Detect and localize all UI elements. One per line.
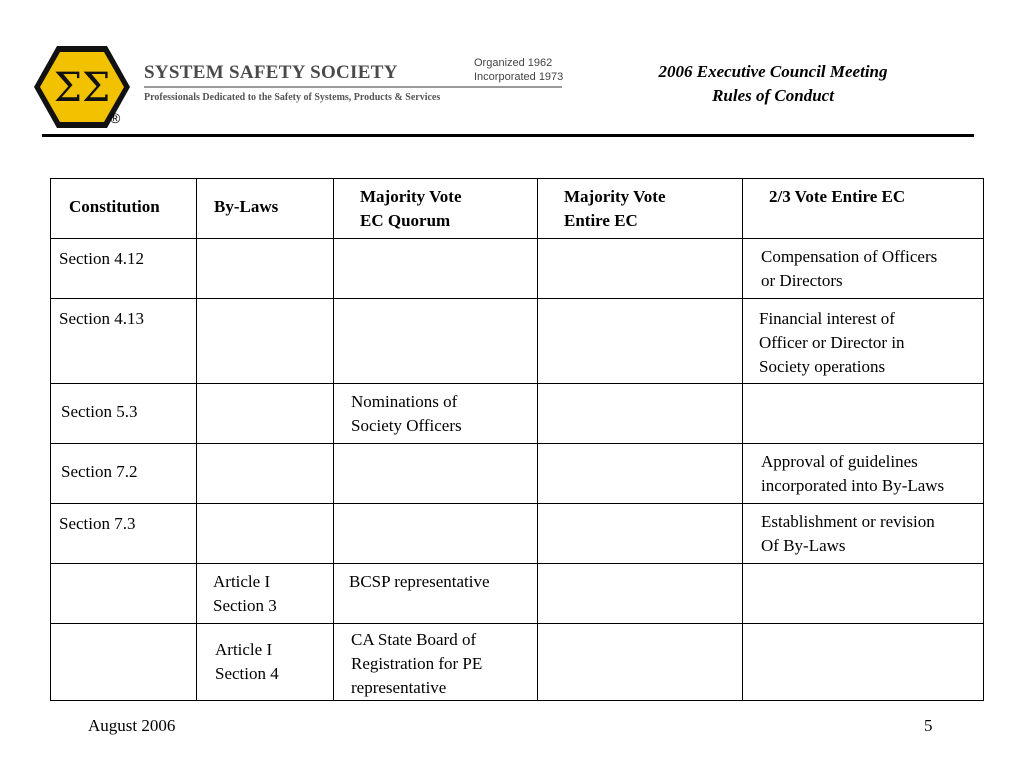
table-row [51, 624, 984, 701]
constitution-cell: Section 5.3 [61, 402, 138, 421]
org-established [474, 56, 563, 84]
org-organized: Organized 1962 [474, 57, 553, 69]
table-row [51, 384, 984, 444]
constitution-cell: Section 7.3 [59, 514, 136, 533]
two-thirds-cell: Approval of guidelines incorporated into By-Laws [761, 452, 945, 495]
ec-quorum-cell: CA State Board of Registration for PE representative [351, 630, 483, 697]
registered-mark: ® [110, 110, 121, 126]
two-thirds-cell: Financial interest of Officer or Director in Society operations [759, 309, 905, 376]
logo-symbol: ΣΣ [53, 65, 111, 111]
title-line-1: 2006 Executive Council Meeting [658, 62, 888, 81]
org-name: SYSTEM SAFETY SOCIETY [144, 62, 398, 83]
header-bylaws: By-Laws [197, 179, 334, 239]
page-number: 5 [924, 716, 933, 735]
table-row [51, 564, 984, 624]
header-majority-ec-quorum: Majority Vote EC Quorum [334, 179, 538, 239]
page-title [600, 60, 946, 108]
ec-quorum-cell: BCSP representative [349, 572, 490, 591]
two-thirds-cell: Compensation of Officers or Directors [761, 247, 938, 290]
header-majority-entire-ec: Majority Vote Entire EC [538, 179, 743, 239]
footer-date: August 2006 [88, 716, 176, 735]
org-incorporated: Incorporated 1973 [474, 71, 564, 83]
table-row [51, 504, 984, 564]
table-row [51, 299, 984, 384]
two-thirds-cell: Establishment or revision Of By-Laws [761, 512, 935, 555]
title-line-2: Rules of Conduct [712, 86, 834, 105]
org-tagline: Professionals Dedicated to the Safety of Systems, Products & Services [144, 92, 441, 103]
constitution-cell: Section 4.13 [59, 309, 144, 328]
org-divider [144, 86, 562, 88]
header-two-thirds-entire-ec: 2/3 Vote Entire EC [743, 179, 984, 239]
ec-quorum-cell: Nominations of Society Officers [351, 392, 462, 435]
rules-table [50, 178, 983, 700]
table-row [51, 444, 984, 504]
table-header-row [51, 179, 984, 239]
header-divider [42, 134, 974, 137]
bylaws-cell: Article I Section 3 [213, 572, 277, 615]
table-row [51, 239, 984, 299]
constitution-cell: Section 4.12 [59, 249, 144, 268]
header-constitution: Constitution [51, 179, 197, 239]
constitution-cell: Section 7.2 [61, 462, 138, 481]
bylaws-cell: Article I Section 4 [215, 640, 279, 683]
